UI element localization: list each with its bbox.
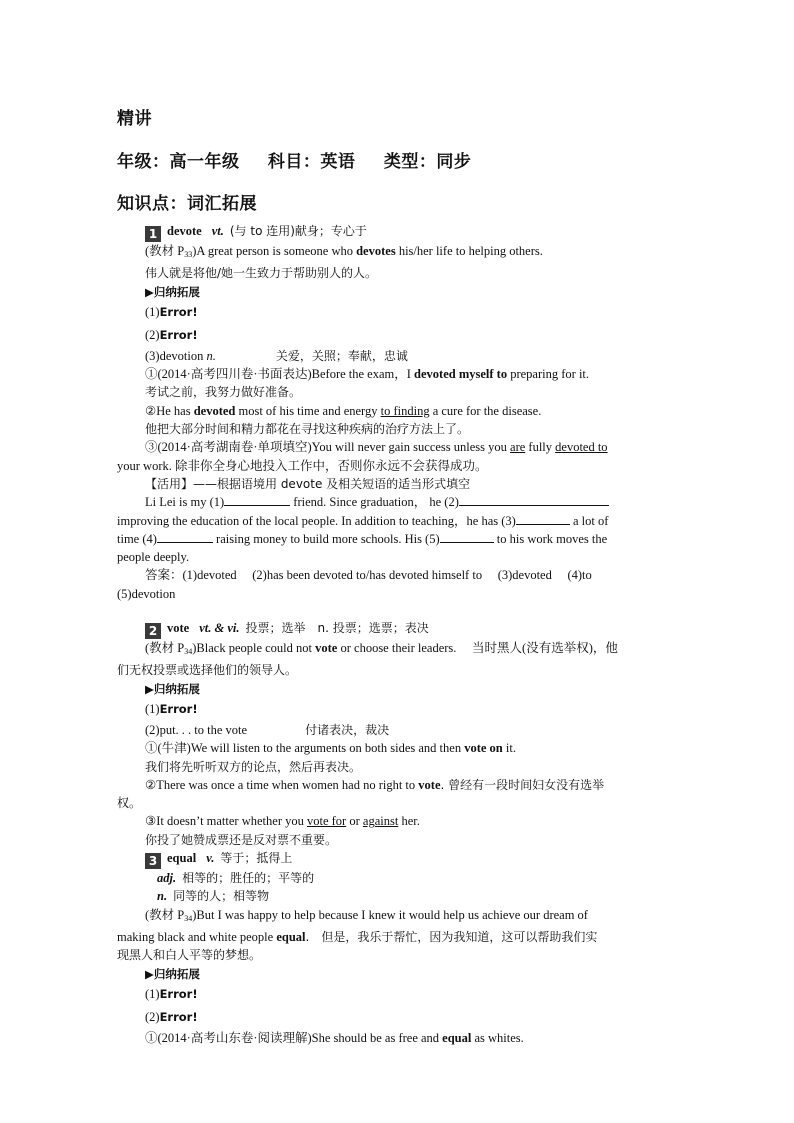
example-2 xyxy=(117,776,678,794)
activity-text: improving the education of the local people. In addition to teaching，he has (3) xyxy=(117,513,516,528)
expand-item-3 xyxy=(117,347,678,365)
keyword-bold: equal xyxy=(276,929,306,944)
item-word: (2)put. . . to the vote xyxy=(145,722,248,737)
example-text: her. xyxy=(398,814,420,829)
example-text: most of his time and energy xyxy=(235,403,381,418)
keyword-bold: vote xyxy=(418,777,441,792)
example-text: ②There was once a time when women had no right to xyxy=(145,777,419,792)
keyword-bold: equal xyxy=(442,1030,472,1045)
example-text: or choose their leaders. 当时黑人(没有选举权)，他 xyxy=(337,641,618,656)
entry-devote-head xyxy=(117,222,678,242)
example-1 xyxy=(117,1029,678,1047)
item-number: (1) xyxy=(145,986,160,1001)
keyword-bold: devotes xyxy=(356,244,396,258)
keyword-bold: vote xyxy=(315,641,338,656)
example-1-translation: 我们将先听听双方的论点，然后再表决。 xyxy=(145,759,362,774)
underlined-text: vote for xyxy=(306,814,347,829)
textbook-example xyxy=(117,639,678,661)
activity-line-1 xyxy=(117,493,678,511)
answer-line-2: (5)devotion xyxy=(117,586,176,601)
expand-item-1 xyxy=(117,983,678,1006)
example-text: )Black people could not xyxy=(192,641,316,656)
entry-equal-head xyxy=(117,849,678,869)
activity-text: to his work moves the xyxy=(493,531,608,546)
source-prefix: (教材 P xyxy=(145,641,185,656)
keyword-bold: devoted xyxy=(193,403,236,418)
headword: vote xyxy=(167,621,190,636)
example-text: or xyxy=(346,814,363,829)
meaning: 投票；选举 n. 投票；选票；表决 xyxy=(245,621,429,636)
example-text: ①(2014·高考山东卷·阅读理解)She should be as free and xyxy=(145,1030,443,1045)
keyword-bold: devoted myself to xyxy=(414,367,508,382)
example-text: as whites. xyxy=(471,1030,524,1045)
page-title: 精讲 xyxy=(117,109,152,129)
example-translation: 们无权投票或选择他们的领导人。 xyxy=(117,663,298,678)
part-of-speech: adj. xyxy=(157,871,177,886)
activity-text: raising money to build more schools. His (5) xyxy=(212,531,440,546)
example-1 xyxy=(117,739,678,757)
item-number: (1) xyxy=(145,701,160,716)
meaning: 同等的人；相等物 xyxy=(173,889,270,904)
grade-label: 年级：高一年级 xyxy=(117,152,240,172)
page-subscript: 33 xyxy=(184,250,193,259)
blank-4 xyxy=(157,530,213,543)
expand-heading: ▶归纳拓展 xyxy=(145,284,200,299)
entry-equal-noun xyxy=(117,887,678,905)
part-of-speech: vt. xyxy=(211,224,224,238)
example-text: )A great person is someone who xyxy=(192,244,357,258)
answer-line-1: 答案：(1)devoted (2)has been devoted to/has devoted himself to (3)devoted (4)to xyxy=(145,568,592,583)
expand-item-2 xyxy=(117,324,678,347)
example-3 xyxy=(117,812,678,830)
example-1-translation: 考试之前，我努力做好准备。 xyxy=(145,385,302,400)
underlined-text: devoted to xyxy=(555,440,608,455)
subject-label: 科目：英语 xyxy=(267,152,356,172)
underlined-text: are xyxy=(510,440,526,455)
expand-heading: ▶归纳拓展 xyxy=(145,966,200,981)
item-number: (2) xyxy=(145,327,160,342)
entry-equal-adj xyxy=(117,869,678,887)
textbook-example xyxy=(117,906,678,928)
expand-item-1 xyxy=(117,698,678,721)
example-text: preparing for it. xyxy=(507,367,590,382)
activity-text: friend. Since graduation， he (2) xyxy=(290,495,459,510)
meaning: 相等的；胜任的；平等的 xyxy=(182,871,315,886)
example-text: his/her life to helping others. xyxy=(395,244,543,258)
keyword-bold: vote on xyxy=(464,741,503,756)
error-text: Error! xyxy=(159,327,198,342)
blank-2 xyxy=(459,493,609,506)
example-text: ①(牛津)We will listen to the arguments on both sides and then xyxy=(145,741,465,756)
activity-line-2 xyxy=(117,512,678,530)
example-translation: 现黑人和白人平等的梦想。 xyxy=(117,948,262,963)
example-text: fully xyxy=(525,440,556,455)
blank-1 xyxy=(224,493,290,506)
example-translation: 伟人就是将他/她一生致力于帮助别人的人。 xyxy=(145,266,378,281)
source-prefix: (教材 P xyxy=(145,907,185,922)
example-text: a cure for the disease. xyxy=(429,403,542,418)
example-text: )But I was happy to help because I knew it would help us achieve our dream of xyxy=(192,907,588,922)
example-text: ①(2014·高考四川卷·书面表达)Before the exam，I xyxy=(145,367,415,382)
error-text: Error! xyxy=(159,304,198,319)
part-of-speech: vt. & vi. xyxy=(199,621,240,636)
activity-line-4: people deeply. xyxy=(117,550,190,565)
part-of-speech: n. xyxy=(157,889,168,904)
activity-title: 【活用】——根据语境用 devote 及相关短语的适当形式填空 xyxy=(145,476,471,491)
content xyxy=(117,222,678,1047)
entry-number-badge: 1 xyxy=(145,226,161,242)
meaning: (与 to 连用)献身；专心于 xyxy=(229,224,367,238)
item-number: (1) xyxy=(145,304,160,319)
textbook-example-continued xyxy=(117,928,678,946)
activity-text: a lot of xyxy=(569,513,609,528)
blank-5 xyxy=(440,530,494,543)
type-label: 类型：同步 xyxy=(383,152,472,172)
meaning: 等于；抵得上 xyxy=(220,851,293,866)
example-1 xyxy=(117,365,678,383)
page-subscript: 34 xyxy=(184,647,193,657)
activity-text: time (4) xyxy=(117,531,157,546)
item-number: (2) xyxy=(145,1009,160,1024)
source-prefix: (教材 P xyxy=(145,244,185,258)
example-text: . 但是，我乐于帮忙，因为我知道，这可以帮助我们实 xyxy=(305,929,598,944)
expand-heading: ▶归纳拓展 xyxy=(145,681,200,696)
entry-number-badge: 2 xyxy=(145,623,161,639)
item-word: (3)devotion xyxy=(145,348,207,363)
example-text: making black and white people xyxy=(117,929,277,944)
entry-number-badge: 3 xyxy=(145,853,161,869)
part-of-speech: v. xyxy=(206,851,215,866)
example-2 xyxy=(117,402,678,420)
item-meaning: 付诸表决，裁决 xyxy=(305,722,390,737)
example-text: ②He has xyxy=(145,403,194,418)
activity-line-3 xyxy=(117,530,678,548)
blank-3 xyxy=(516,512,570,525)
part-of-speech: n. xyxy=(206,348,216,363)
textbook-example xyxy=(117,242,678,264)
example-text: it. xyxy=(502,741,516,756)
activity-text: Li Lei is my (1) xyxy=(145,495,225,510)
example-3-continued: your work. 除非你全身心地投入工作中，否则你永远不会获得成功。 xyxy=(117,458,488,473)
example-3 xyxy=(117,438,678,456)
example-2-translation: 权。 xyxy=(117,796,142,811)
example-text: ③It doesn’t matter whether you xyxy=(145,814,307,829)
item-meaning: 关爱，关照；奉献，忠诚 xyxy=(275,348,408,363)
example-2-translation: 他把大部分时间和精力都花在寻找这种疾病的治疗方法上了。 xyxy=(145,422,470,437)
page-subscript: 34 xyxy=(184,913,193,923)
example-text: ③(2014·高考湖南卷·单项填空)You will never gain success unless you xyxy=(145,440,511,455)
error-text: Error! xyxy=(159,986,198,1001)
expand-item-1 xyxy=(117,301,678,324)
entry-vote-head xyxy=(117,619,678,639)
error-text: Error! xyxy=(159,701,198,716)
error-text: Error! xyxy=(159,1009,198,1024)
headword: devote xyxy=(167,224,202,238)
example-text: . 曾经有一段时间妇女没有选举 xyxy=(440,777,605,792)
meta-line xyxy=(117,147,493,172)
expand-item-2 xyxy=(117,1006,678,1029)
example-3-translation: 你投了她赞成票还是反对票不重要。 xyxy=(145,832,338,847)
expand-item-2 xyxy=(117,721,678,739)
topic-heading: 知识点：词汇拓展 xyxy=(117,194,257,214)
underlined-text: against xyxy=(362,814,399,829)
section-gap xyxy=(117,603,678,619)
underlined-text: to finding xyxy=(380,403,430,418)
headword: equal xyxy=(167,851,197,866)
